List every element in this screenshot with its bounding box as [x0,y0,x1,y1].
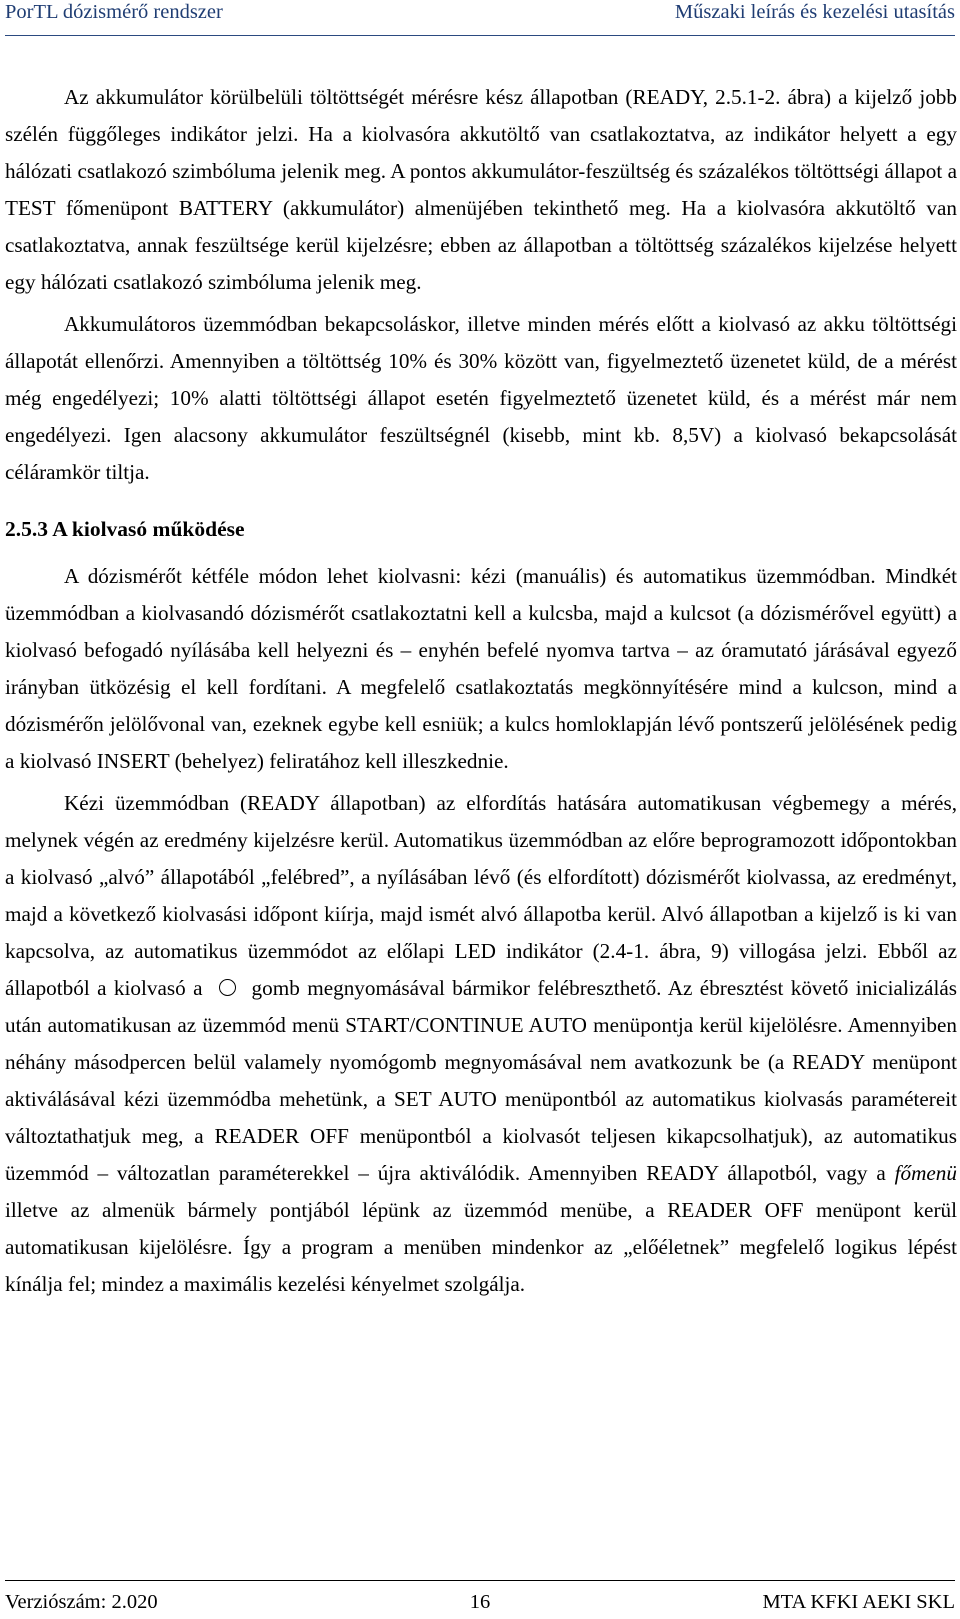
header-divider [5,35,955,36]
header-title-left: PorTL dózismérő rendszer [5,1,223,23]
header-title-right: Műszaki leírás és kezelési utasítás [674,1,955,23]
paragraph-manual-auto-mode [5,785,957,1303]
footer-version: Verziószám: 2.020 [5,1591,158,1613]
paragraph-battery-indicator: Az akkumulátor körülbelüli töltöttségét mérésre kész állapotban (READY, 2.5.1-2. ábra) a kijelző jobb szélén függőleges indikátor jelzi. Ha a kiolvasóra akkutöltő van csatlakoztatva, az indikátor helyett a egy hálózati csatlakozó szimbóluma jelenik meg. A pontos akkumulátor-feszültség és százalékos töltöttségi állapot a TEST főmenüpont BATTERY (akkumulátor) almenüjében tekinthető meg. Ha a kiolvasóra akkutöltő van csatlakoztatva, annak feszültsége kerül kijelzésre; ebben az állapotban a töltöttség százalékos kijelzése helyett egy hálózati csatlakozó szimbóluma jelenik meg. [5,85,957,294]
page-number: 16 [469,1591,491,1613]
page-header [5,0,955,28]
paragraph-reading-modes: A dózismérőt kétféle módon lehet kiolvasni: kézi (manuális) és automatikus üzemmódban. Mindkét üzemmódban a kiolvasandó dózismérőt csatlakoztatni kell a kulcsba, majd a kulcsot (a dózismérővel együtt) a kiolvasó befogadó nyílásába kell helyezni és – enyhén befelé nyomva tartva – az óramutató járásával egyező irányban ütközésig el kell fordítani. A megfelelő csatlakoztatás megkönnyítésére mind a kulcson, mind a dózismérőn jelölővonal van, ezeknek egybe kell esniük; a kulcs homloklapján lévő pontszerű jelölésének pedig a kiolvasó INSERT (behelyez) feliratához kell illeszkednie. [5,564,957,773]
paragraph-text-part-1: Kézi üzemmódban (READY állapotban) az elfordítás hatására automatikusan végbemegy a mérés, melynek végén az eredmény kijelzésre kerül. Automatikus üzemmódban az előre beprogramozott időpontokban a kiolvasó „alvó” állapotából „felébred”, a nyílásában lévő (és elfordított) dózismérőt kiolvassa, az eredményt, majd a következő kiolvasási időpont kiírja, majd ismét alvó állapotba kerül. Alvó állapotban a kijelző is ki van kapcsolva, az automatikus üzemmódot az előlapi LED indikátor (2.4-1. ábra, 9) villogása jelzi. Ebből az állapotból a kiolvasó a [5,791,957,1000]
page-footer [5,1590,955,1614]
footer-organization: MTA KFKI AEKI SKL [762,1591,956,1613]
section-heading: 2.5.3 A kiolvasó működése [5,517,245,541]
paragraph-text-part-3: illetve az almenük bármely pontjából lépünk az üzemmód menübe, a READER OFF menüpont kerül automatikusan kijelölésre. Így a program a menüben mindenkor az „előéletnek” megfelelő logikus lépést kínálja fel; mindez a maximális kezelési kényelmet szolgálja. [5,1198,957,1296]
paragraph-battery-check: Akkumulátoros üzemmódban bekapcsoláskor, illetve minden mérés előtt a kiolvasó az akku töltöttségi állapotát ellenőrzi. Amennyiben a töltöttség 10% és 30% között van, figyelmeztető üzenetet küld, de a mérést még engedélyezi; 10% alatti töltöttségi állapot esetén figyelmeztető üzenetet küld, és a mérést már nem engedélyezi. Igen alacsony akkumulátor feszültségnél (kisebb, mint kb. 8,5V) a kiolvasó bekapcsolását céláramkör tiltja. [5,312,957,484]
document-body [5,79,957,1303]
italic-term: főmenü [894,1161,957,1185]
circle-button-icon [219,979,236,996]
paragraph-text-part-2: gomb megnyomásával bármikor felébreszthető. Az ébresztést követő inicializálás után automatikusan az üzemmód menü START/CONTINUE AUTO menüpontja kerül kijelölésre. Amennyiben néhány másodpercen belül valamely nyomógomb megnyomásával nem avatkozunk be (a READY menüpont aktiválásával kézi üzemmódba mehetünk, a SET AUTO menüpontból az automatikus kiolvasás paramétereit változtathatjuk meg, a READER OFF menüpontból a kiolvasót teljesen kikapcsolhatjuk), az automatikus üzemmód – változatlan paraméterekkel – újra aktiválódik. Amennyiben READY állapotból, vagy a [5,976,957,1185]
footer-divider [5,1580,955,1581]
